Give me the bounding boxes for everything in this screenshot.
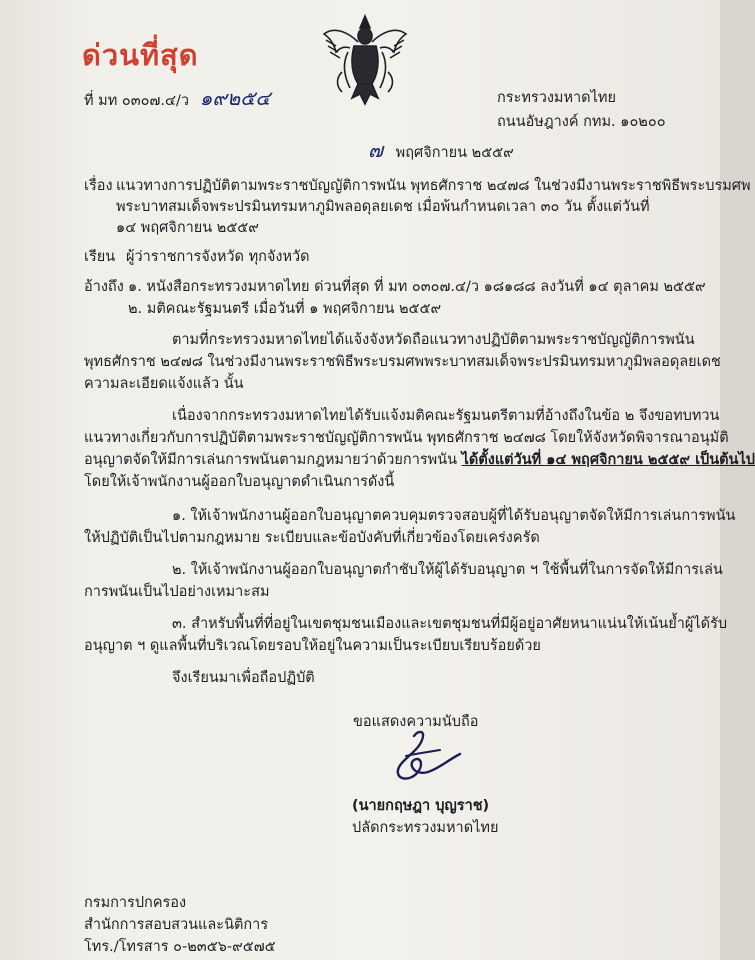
reference-item: ๒. มติคณะรัฐมนตรี เมื่อวันที่ ๑ พฤศจิกายน ๒๕๕๙	[128, 301, 442, 317]
instruction-item-2: ๒. ให้เจ้าพนักงานผู้ออกใบอนุญาตกำชับให้ผู้ได้รับอนุญาต ฯ ใช้พื้นที่ในการจัดให้มีการเล่น	[172, 562, 723, 578]
footer-department: กรมการปกครอง	[84, 895, 187, 911]
to-recipient: ผู้ว่าราชการจังหวัด ทุกจังหวัด	[126, 249, 310, 265]
subject-line: แนวทางการปฏิบัติตามพระราชบัญญัติการพนัน พุทธศักราช ๒๔๗๘ ในช่วงมีงานพระราชพิธีพระบรมศพ	[116, 178, 751, 194]
ministry-name: กระทรวงมหาดไทย	[497, 90, 616, 106]
reference-handwritten-number: ๑๙๒๕๔	[199, 86, 271, 110]
salutation: ขอแสดงความนับถือ	[353, 714, 479, 730]
letter-date	[368, 140, 514, 163]
subject-line: พระบาทสมเด็จพระปรมินทรมหาภูมิพลอดุลยเดช เมื่อพ้นกำหนดเวลา ๓๐ วัน ตั้งแต่วันที่	[116, 199, 650, 215]
references-label: อ้างถึง	[84, 279, 124, 295]
signatory-name: (นายกฤษฎา บุญราช)	[352, 798, 490, 814]
footer-phone: โทร./โทรสาร ๐-๒๓๕๖-๙๕๗๕	[84, 939, 276, 955]
effective-date-emphasis: ได้ตั้งแต่วันที่ ๑๔ พฤศจิกายน ๒๕๕๙ เป็นต้นไป	[461, 452, 755, 468]
closing-line: จึงเรียนมาเพื่อถือปฏิบัติ	[172, 670, 315, 686]
paragraph-2-line: แนวทางเกี่ยวกับการปฏิบัติตามพระราชบัญญัติการพนัน พุทธศักราช ๒๔๗๘ โดยให้จังหวัดพิจารณาอนุมัติ	[84, 430, 729, 446]
paragraph-2-line: เนื่องจากกระทรวงมหาดไทยได้รับแจ้งมติคณะรัฐมนตรีตามที่อ้างถึงในข้อ ๒ จึงขอทบทวน	[172, 408, 720, 424]
paragraph-1-line: ความละเอียดแจ้งแล้ว นั้น	[84, 376, 244, 392]
subject-line: ๑๔ พฤศจิกายน ๒๕๕๙	[116, 220, 259, 236]
reference-prefix: ที่ มท ๐๓๐๗.๔/ว	[84, 93, 190, 109]
paragraph-2-line: โดยให้เจ้าพนักงานผู้ออกใบอนุญาตดำเนินการดังนี้	[84, 474, 395, 490]
date-month-year: พฤศจิกายน ๒๕๕๙	[395, 145, 514, 161]
signatory-position: ปลัดกระทรวงมหาดไทย	[352, 820, 499, 836]
footer-office: สำนักการสอบสวนและนิติการ	[84, 917, 269, 933]
date-handwritten-day: ๗	[368, 138, 384, 162]
handwritten-signature	[384, 726, 470, 788]
instruction-item-1: ๑. ให้เจ้าพนักงานผู้ออกใบอนุญาตควบคุมตรวจสอบผู้ที่ได้รับอนุญาตจัดให้มีการเล่นการพนัน	[172, 508, 736, 524]
paragraph-2-line	[84, 450, 755, 470]
instruction-item-3: อนุญาต ฯ ดูแลพื้นที่บริเวณโดยรอบให้อยู่ในความเป็นระเบียบเรียบร้อยด้วย	[84, 638, 541, 654]
instruction-item-2: การพนันเป็นไปอย่างเหมาะสม	[84, 584, 270, 600]
garuda-emblem-icon	[318, 12, 412, 108]
instruction-item-3: ๓. สำหรับพื้นที่ที่อยู่ในเขตชุมชนเมืองและเขตชุมชนที่มีผู้อยู่อาศัยหนาแน่นให้เน้นย้ำผู้ได้รับ	[172, 616, 728, 632]
paragraph-1-line: ตามที่กระทรวงมหาดไทยได้แจ้งจังหวัดถือแนวทางปฏิบัติตามพระราชบัญญัติการพนัน	[172, 332, 695, 348]
subject-label: เรื่อง	[84, 178, 113, 194]
reference-number	[84, 88, 270, 111]
ministry-address: ถนนอัษฎางค์ กทม. ๑๐๒๐๐	[497, 114, 666, 130]
paragraph-2-text: อนุญาตจัดให้มีการเล่นการพนันตามกฎหมายว่าด้วยการพนัน	[84, 452, 458, 468]
to-label: เรียน	[84, 249, 116, 265]
urgency-stamp: ด่วนที่สุด	[82, 38, 199, 72]
instruction-item-1: ให้ปฏิบัติเป็นไปตามกฎหมาย ระเบียบและข้อบังคับที่เกี่ยวข้องโดยเคร่งครัด	[84, 530, 540, 546]
reference-item: ๑. หนังสือกระทรวงมหาดไทย ด่วนที่สุด ที่ มท ๐๓๐๗.๔/ว ๑๘๑๘๘ ลงวันที่ ๑๔ ตุลาคม ๒๕๕๙	[128, 279, 706, 295]
paragraph-1-line: พุทธศักราช ๒๔๗๘ ในช่วงมีงานพระราชพิธีพระบรมศพพระบาทสมเด็จพระปรมินทรมหาภูมิพลอดุลยเดช	[84, 354, 721, 370]
